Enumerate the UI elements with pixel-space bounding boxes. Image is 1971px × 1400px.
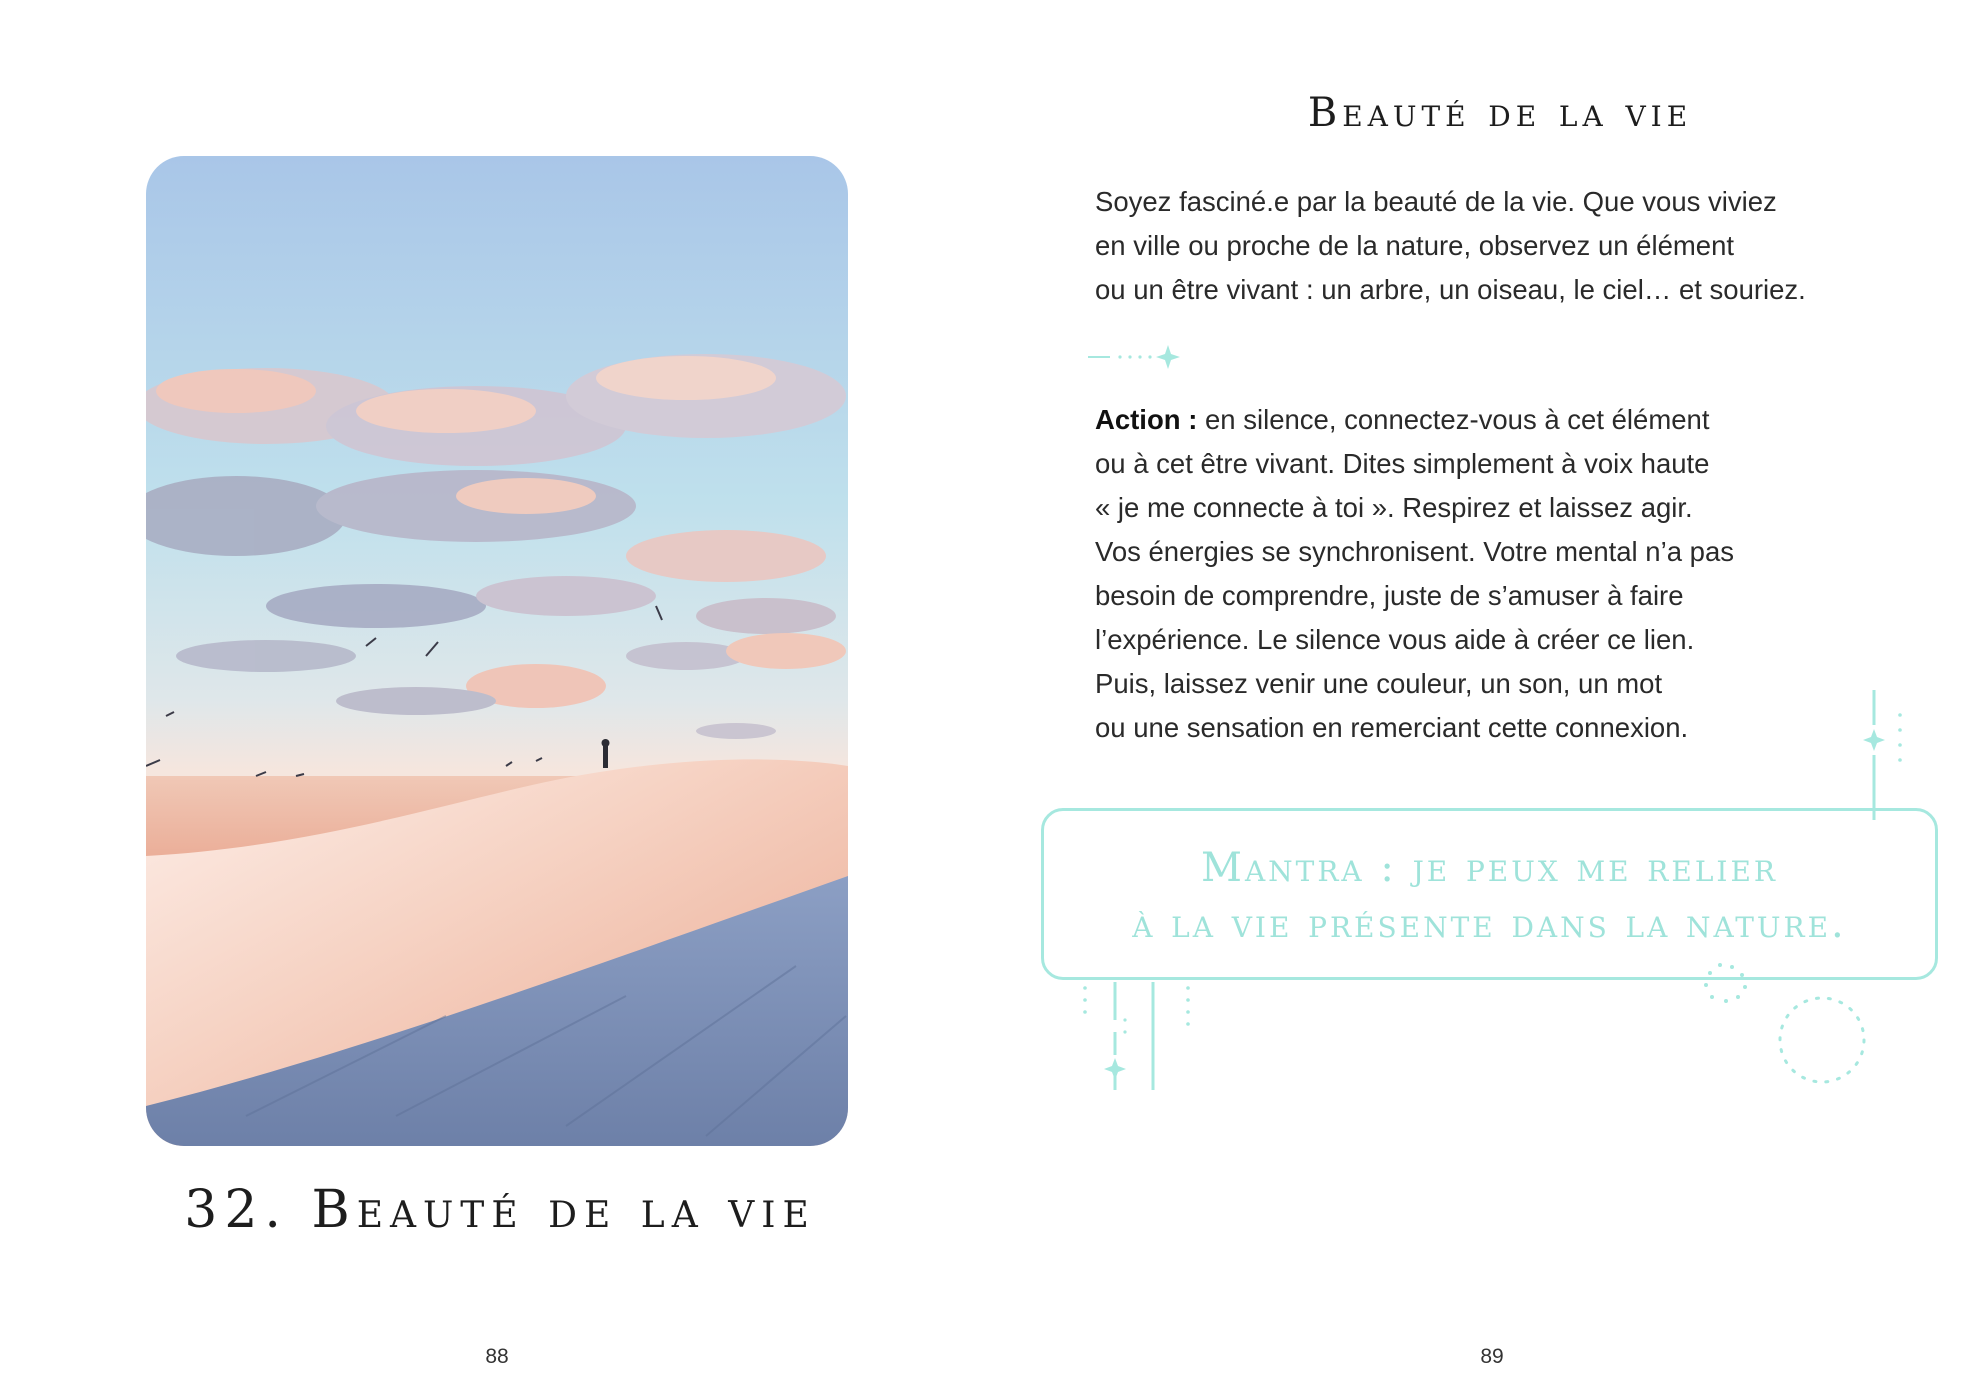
mantra-line: à la vie présente dans la nature.	[1132, 901, 1847, 947]
sparkle-divider-icon	[1088, 342, 1188, 372]
intro-line: en ville ou proche de la nature, observez un élément	[1095, 230, 1735, 261]
action-line: « je me connecte à toi ». Respirez et laissez agir.	[1095, 492, 1693, 523]
action-line: ou à cet être vivant. Dites simplement à voix haute	[1095, 448, 1710, 479]
page-number-right: 89	[1480, 1345, 1504, 1368]
action-line: l’expérience. Le silence vous aide à créer ce lien.	[1095, 624, 1695, 655]
intro-paragraph	[1095, 180, 1895, 312]
section-title: Beauté de la vie	[1307, 90, 1693, 136]
left-page	[0, 0, 985, 1400]
action-paragraph	[1095, 398, 1895, 750]
star-line-icon	[1075, 980, 1205, 1095]
action-line: ou une sensation en remerciant cette connexion.	[1095, 712, 1689, 743]
action-label: Action :	[1095, 404, 1198, 435]
mantra-line: Mantra : je peux me relier	[1201, 845, 1778, 891]
action-first-line	[1095, 398, 1895, 442]
dotted-circle-icon	[1690, 955, 1880, 1095]
card-illustration	[146, 156, 848, 1146]
intro-line: Soyez fasciné.e par la beauté de la vie. Que vous viviez	[1095, 186, 1777, 217]
action-line: besoin de comprendre, juste de s’amuser à faire	[1095, 580, 1684, 611]
action-line: Vos énergies se synchronisent. Votre mental n’a pas	[1095, 536, 1734, 567]
card-title: 32. Beauté de la vie	[184, 1180, 816, 1240]
intro-line: ou un être vivant : un arbre, un oiseau, le ciel… et souriez.	[1095, 274, 1806, 305]
action-line: Puis, laissez venir une couleur, un son, un mot	[1095, 668, 1663, 699]
sky-landscape-painting	[146, 156, 848, 1146]
star-line-icon	[1860, 685, 1910, 825]
action-text: en silence, connectez-vous à cet élément	[1197, 404, 1710, 435]
page-number-left: 88	[485, 1345, 509, 1368]
mantra-text	[1041, 840, 1938, 952]
